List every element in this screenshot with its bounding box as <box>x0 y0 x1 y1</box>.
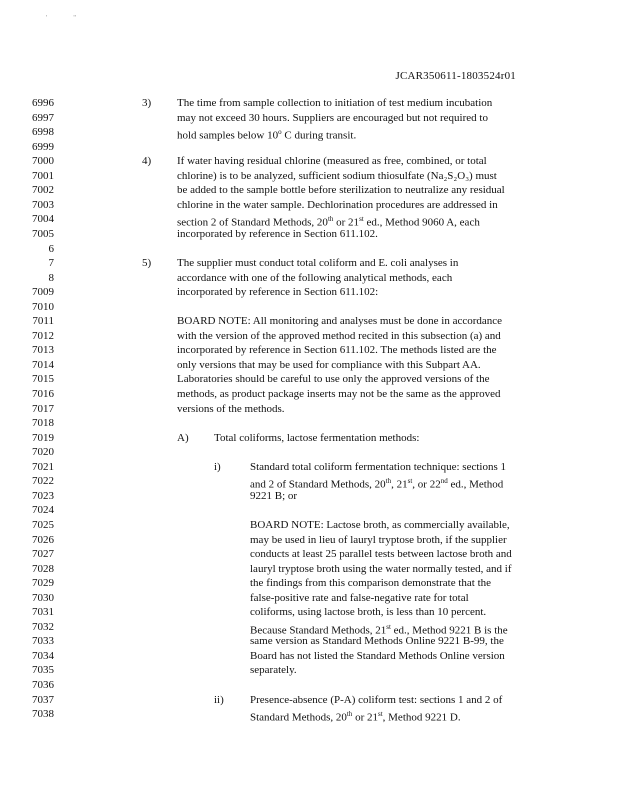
item-label: 3) <box>142 97 152 109</box>
scan-mark: ' <box>46 14 74 22</box>
text-line: may be used in lieu of lauryl tryptose broth, if the supplier <box>250 533 507 546</box>
line-number: 7032 <box>32 620 54 633</box>
text-line: and 2 of Standard Methods, 20th, 21st, or 22nd ed., Method <box>250 477 504 491</box>
text-line: lauryl tryptose broth using the water normally tested, and if <box>250 562 512 575</box>
line-number: 7014 <box>32 358 54 371</box>
line-number: 7015 <box>32 373 54 386</box>
line-number: 7003 <box>32 198 54 211</box>
line-number: 7011 <box>32 315 54 328</box>
text-line: If water having residual chlorine (measured as free, combined, or total <box>177 155 487 168</box>
text-line: Laboratories should be careful to use only the approved versions of the <box>177 373 490 386</box>
line-number: 7024 <box>32 504 54 517</box>
text-line: chlorine) is to be analyzed, sufficient sodium thiosulfate (Na₂S₂O₃) must <box>177 169 497 182</box>
line-number: 7022 <box>32 475 54 488</box>
line-number: 7013 <box>32 344 54 357</box>
line-number: 7038 <box>32 708 54 721</box>
text-line: The supplier must conduct total coliform and E. coli analyses in <box>177 257 459 270</box>
line-number: 7025 <box>32 518 54 531</box>
text-line: Standard total coliform fermentation technique: sections 1 <box>250 460 506 473</box>
text-line: Total coliforms, lactose fermentation methods: <box>214 431 420 444</box>
line-number: 7010 <box>32 300 54 313</box>
text-line: may not exceed 30 hours. Suppliers are encouraged but not required to <box>177 111 488 124</box>
line-number: 6998 <box>32 126 54 139</box>
line-number: 7001 <box>32 169 54 182</box>
text-line: BOARD NOTE: Lactose broth, as commercially available, <box>250 518 510 531</box>
line-number: 8 <box>48 271 54 284</box>
text-line: false-positive rate and false-negative rate for total <box>250 591 469 604</box>
text-line: incorporated by reference in Section 611.102. The methods listed are the <box>177 344 497 357</box>
text-line: versions of the methods. <box>177 402 285 415</box>
item-label: i) <box>214 460 221 473</box>
item-label: A) <box>177 431 189 444</box>
text-line: The time from sample collection to initiation of test medium incubation <box>177 97 493 109</box>
text-line: 9221 B; or <box>250 489 298 502</box>
line-number: 7027 <box>32 548 54 561</box>
line-number: 7036 <box>32 679 54 691</box>
text-line: incorporated by reference in Section 611.102. <box>177 227 378 240</box>
document-id: JCAR350611-1803524r01 <box>395 70 516 82</box>
text-line: section 2 of Standard Methods, 20th or 21st ed., Method 9060 A, each <box>177 215 480 230</box>
text-line: chlorine in the water sample. Dechlorination procedures are addressed in <box>177 198 498 211</box>
line-number: 6999 <box>32 140 54 153</box>
line-number: 7023 <box>32 489 54 502</box>
text-line: separately. <box>250 664 297 677</box>
line-number: 6 <box>48 242 54 255</box>
text-line: incorporated by reference in Section 611.102: <box>177 286 379 299</box>
line-number: 7005 <box>32 227 54 240</box>
line-number: 7026 <box>32 533 54 546</box>
line-number: 7004 <box>32 213 54 226</box>
text-line: be added to the sample bottle before sterilization to neutralize any residual <box>177 184 505 197</box>
text-line: Because Standard Methods, 21st ed., Method 9221 B is the <box>250 622 508 637</box>
line-number: 7000 <box>32 155 54 168</box>
line-number: 7012 <box>32 329 54 342</box>
line-number: 7018 <box>32 417 54 430</box>
item-label: 4) <box>142 155 152 168</box>
line-number: 6997 <box>32 111 54 124</box>
text-line: conducts at least 25 parallel tests between lactose broth and <box>250 548 512 561</box>
text-line: the findings from this comparison demonstrate that the <box>250 577 492 590</box>
scan-mark: " <box>73 14 103 22</box>
line-number: 7035 <box>32 664 54 677</box>
line-number: 7021 <box>32 460 54 473</box>
line-number: 7031 <box>32 606 54 619</box>
line-number: 7017 <box>32 402 54 415</box>
text-line: BOARD NOTE: All monitoring and analyses must be done in accordance <box>177 315 503 328</box>
line-number: 7034 <box>32 649 54 662</box>
text-line: hold samples below 10$^o$ C during transit. <box>177 128 357 142</box>
line-number: 7019 <box>32 431 54 444</box>
line-number: 6996 <box>32 97 54 109</box>
line-number: 7002 <box>32 184 54 197</box>
text-line: Board has not listed the Standard Methods Online version <box>250 649 505 662</box>
item-label: ii) <box>214 693 224 706</box>
text-line: Standard Methods, 20th or 21st, Method 9221 D. <box>250 710 461 724</box>
line-number: 7028 <box>32 562 54 575</box>
text-line: only versions that may be used for compliance with this Subpart AA. <box>177 358 481 371</box>
text-line: methods, as product package inserts may not be the same as the approved <box>177 388 501 400</box>
text-line: same version as Standard Methods Online 9221 B-99, the <box>250 635 504 648</box>
line-number: 7009 <box>32 286 54 299</box>
line-number: 7029 <box>32 577 54 590</box>
line-number: 7030 <box>32 591 54 604</box>
text-line: coliforms, using lactose broth, is less than 10 percent. <box>250 606 487 619</box>
text-line: Presence-absence (P-A) coliform test: sections 1 and 2 of <box>250 693 503 706</box>
item-label: 5) <box>142 257 152 270</box>
line-number: 7 <box>48 257 54 270</box>
text-line: accordance with one of the following analytical methods, each <box>177 271 453 284</box>
text-line: with the version of the approved method recited in this subsection (a) and <box>177 329 501 342</box>
line-number: 7033 <box>32 635 54 648</box>
line-number: 7016 <box>32 388 54 400</box>
line-number: 7020 <box>32 446 54 459</box>
line-number: 7037 <box>32 693 54 706</box>
scan-marks <box>46 14 102 22</box>
